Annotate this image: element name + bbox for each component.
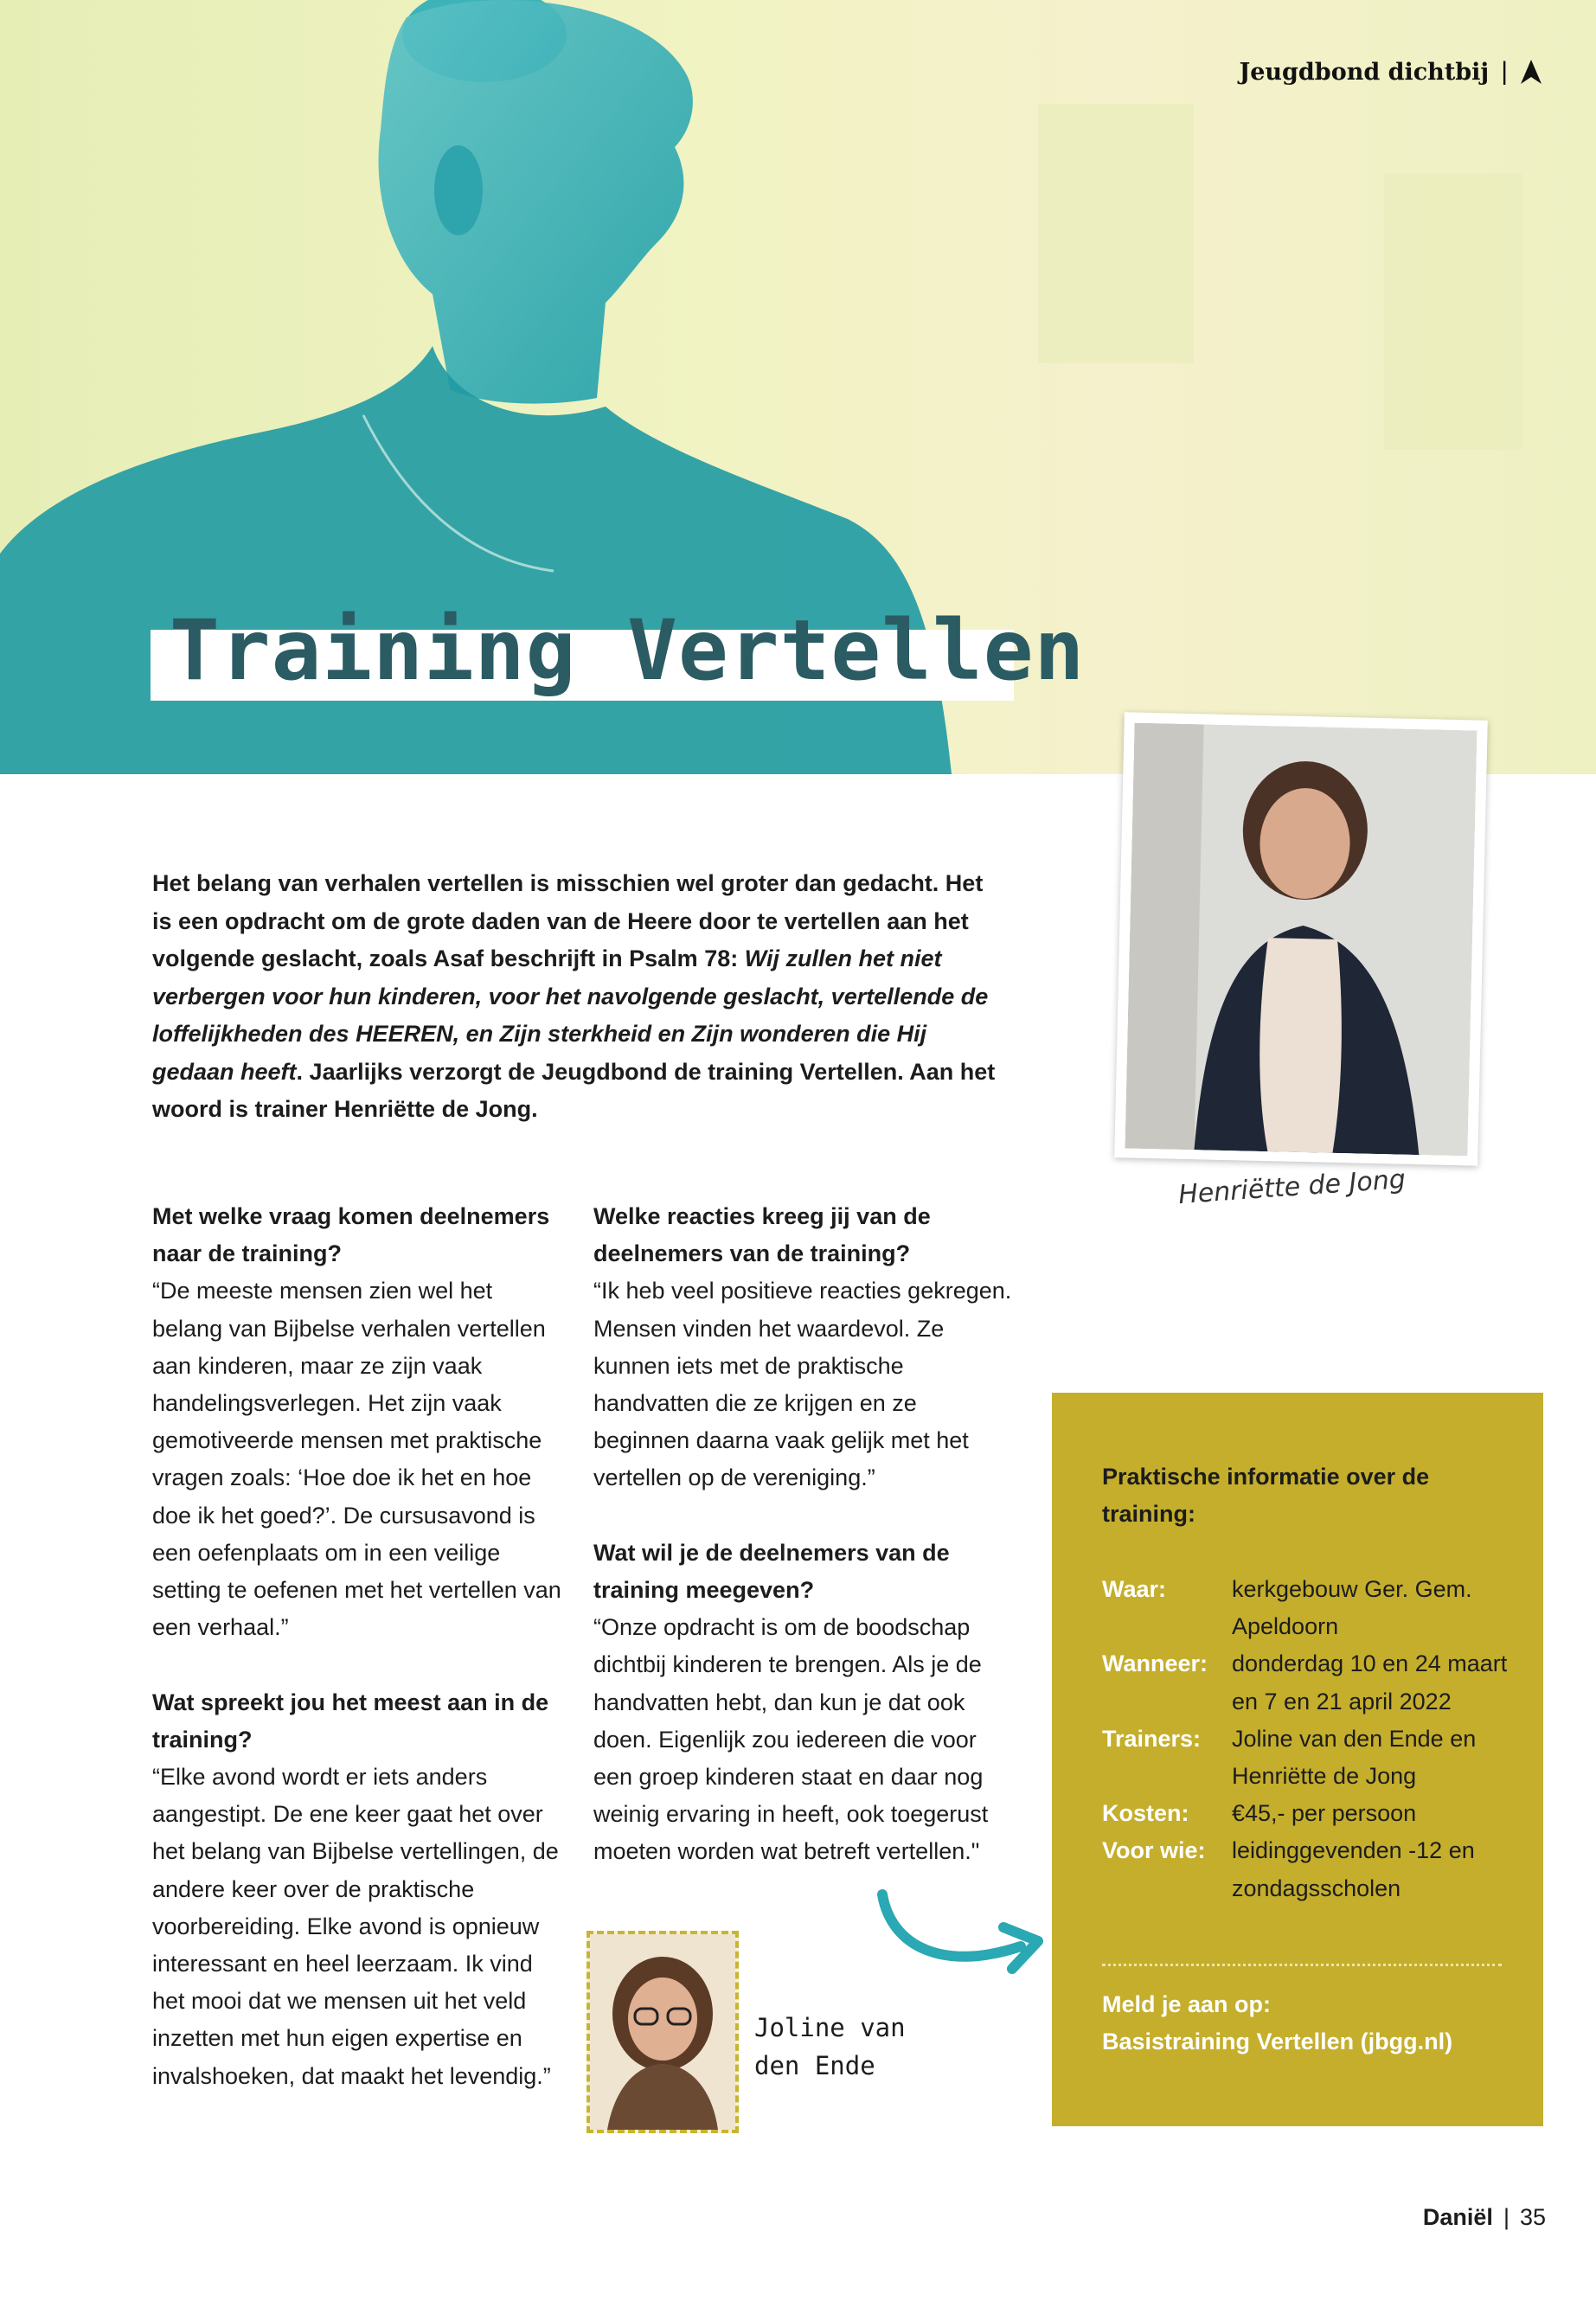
question-2: Wat spreekt jou het meest aan in de training? [152, 1689, 549, 1753]
answer-2: “Elke avond wordt er iets anders aangestipt. De ene keer gaat het over het belang van Bijbelse vertellingen, de andere keer over de praktische voorbereiding. Elke avond is opnieuw interessant en heel leerzaam. Ik vind het mooi dat we mensen uit het veld inzetten met hun eigen expertise en invalshoeken, dat maakt het levendig.” [152, 1764, 559, 2089]
question-1: Met welke vraag komen deelnemers naar de training? [152, 1203, 550, 1267]
joline-caption-line1: Joline van [754, 2013, 906, 2042]
hero-banner [0, 0, 1596, 774]
info-value: €45,- per persoon [1232, 1800, 1417, 1827]
page-title: Training Vertellen [170, 602, 1086, 699]
info-key: Trainers: [1102, 1725, 1202, 1752]
henriette-portrait [1125, 723, 1477, 1157]
dotted-divider [1102, 1964, 1502, 1966]
info-row-location [1102, 1571, 1517, 1645]
magazine-name: Daniël [1422, 2204, 1493, 2230]
page-footer [1423, 2204, 1546, 2231]
info-row-audience [1102, 1832, 1517, 1907]
info-value: kerkgebouw Ger. Gem. Apeldoorn [1232, 1576, 1472, 1640]
info-rows [1102, 1571, 1517, 1907]
divider: | [1501, 57, 1508, 86]
info-value: Joline van den Ende en Henriëtte de Jong [1232, 1725, 1477, 1790]
info-key: Kosten: [1102, 1800, 1189, 1827]
info-row-date [1102, 1645, 1517, 1720]
section-label: Jeugdbond dichtbij [1239, 58, 1490, 86]
question-4: Wat wil je de deelnemers van de training meegeven? [593, 1539, 950, 1604]
joline-photo [586, 1931, 739, 2133]
answer-4: “Onze opdracht is om de boodschap dichtbij kinderen te brengen. Als je de handvatten hebt, dan kun je dat ook doen. Eigenlijk zou iedereen die voor een groep kinderen staat en daar nog weinig ervaring in heeft, ook toegerust moeten worden wat betreft vertellen." [593, 1614, 989, 1865]
info-row-costs [1102, 1795, 1517, 1832]
column-middle [593, 1198, 1017, 1871]
info-box [1052, 1393, 1543, 2126]
signup-link[interactable]: Basistraining Vertellen (jbgg.nl) [1102, 2029, 1453, 2055]
arrow-up-logo-icon [1520, 58, 1542, 86]
footer-divider: | [1503, 2204, 1509, 2230]
info-key: Wanneer: [1102, 1650, 1208, 1677]
intro-text-2: . Jaarlijks verzorgt de Jeugdbond de training Vertellen. Aan het woord is trainer Henriëtte de Jong. [152, 1058, 996, 1122]
joline-portrait [590, 1934, 735, 2130]
info-title: Praktische informatie over de training: [1102, 1464, 1430, 1528]
henriette-photo [1114, 712, 1488, 1165]
info-value: donderdag 10 en 24 maart en 7 en 21 april 2022 [1232, 1650, 1508, 1715]
intro-text-1: Het belang van verhalen vertellen is misschien wel groter dan gedacht. Het is een opdracht om de grote daden van de Heere door te vertellen aan het volgende geslacht, zoals Asaf beschrijft in Psalm 78: [152, 870, 984, 971]
joline-caption [754, 2009, 906, 2085]
intro-paragraph [152, 865, 1009, 1129]
page-number: 35 [1519, 2204, 1546, 2230]
info-value: leidinggevenden -12 en zondagsscholen [1232, 1837, 1475, 1901]
intro-quote: Wij zullen het niet verbergen voor hun kinderen, voor het navolgende geslacht, vertellende de loffelijkheden des HEEREN, en Zijn sterkheid en Zijn wonderen die Hij gedaan heeft [152, 945, 989, 1085]
answer-3: “Ik heb veel positieve reacties gekregen. Mensen vinden het waardevol. Ze kunnen iets met de praktische handvatten die ze krijgen en ze beginnen daarna vaak gelijk met het vertellen op de vereniging.” [593, 1278, 1012, 1491]
question-3: Welke reacties kreeg jij van de deelnemers van de training? [593, 1203, 931, 1267]
info-row-trainers [1102, 1721, 1517, 1795]
signup-block [1102, 1986, 1517, 2061]
joline-caption-line2: den Ende [754, 2051, 875, 2080]
info-key: Voor wie: [1102, 1837, 1206, 1864]
curved-arrow-icon [874, 1886, 1047, 1990]
info-key: Waar: [1102, 1576, 1167, 1602]
answer-1: “De meeste mensen zien wel het belang van Bijbelse verhalen vertellen aan kinderen, maar ze zijn vaak handelingsverlegen. Het zijn vaak gemotiveerde mensen met praktische vragen zoals: ‘Hoe doe ik het en hoe doe ik het goed?’. De cursusavond is een oefenplaats om in een veilige setting te oefenen met het vertellen van een verhaal.” [152, 1278, 561, 1641]
signup-label: Meld je aan op: [1102, 1991, 1272, 2017]
column-left [152, 1198, 567, 2095]
henriette-caption: Henriëtte de Jong [1177, 1163, 1407, 1211]
section-tag [1239, 57, 1542, 87]
